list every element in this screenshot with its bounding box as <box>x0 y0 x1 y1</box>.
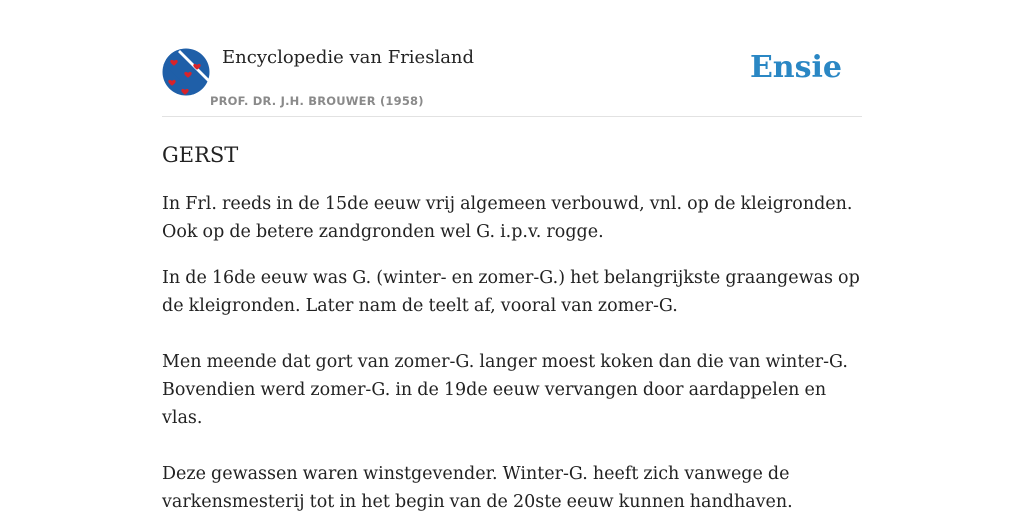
article-paragraph: In Frl. reeds in de 15de eeuw vrij algemeen verbouwd, vnl. op de kleigronden. Ook op de betere zandgronden wel G. i.p.v. rogge. <box>162 194 853 242</box>
source-author: PROF. DR. J.H. BROUWER (1958) <box>210 94 424 108</box>
brand-logo-link[interactable]: Ensie <box>749 50 842 85</box>
header <box>162 44 862 117</box>
article-paragraph: In de 16de eeuw was G. (winter- en zomer-G.) het belangrijkste graangewas op de kleigronden. Later nam de teelt af, vooral van zomer-G. <box>162 268 860 316</box>
friesland-flag-icon[interactable] <box>162 48 210 96</box>
article-paragraph: Deze gewassen waren winstgevender. Winter-G. heeft zich vanwege de varkensmesterij tot in het begin van de 20ste eeuw kunnen handhaven. <box>162 464 793 512</box>
article-paragraph: Men meende dat gort van zomer-G. langer moest koken dan die van winter-G. Bovendien werd zomer-G. in de 19de eeuw vervangen door aardappelen en vlas. <box>162 352 848 428</box>
lemma-title: GERST <box>162 143 239 167</box>
article-content <box>162 140 862 512</box>
source-title[interactable]: Encyclopedie van Friesland <box>222 47 475 68</box>
